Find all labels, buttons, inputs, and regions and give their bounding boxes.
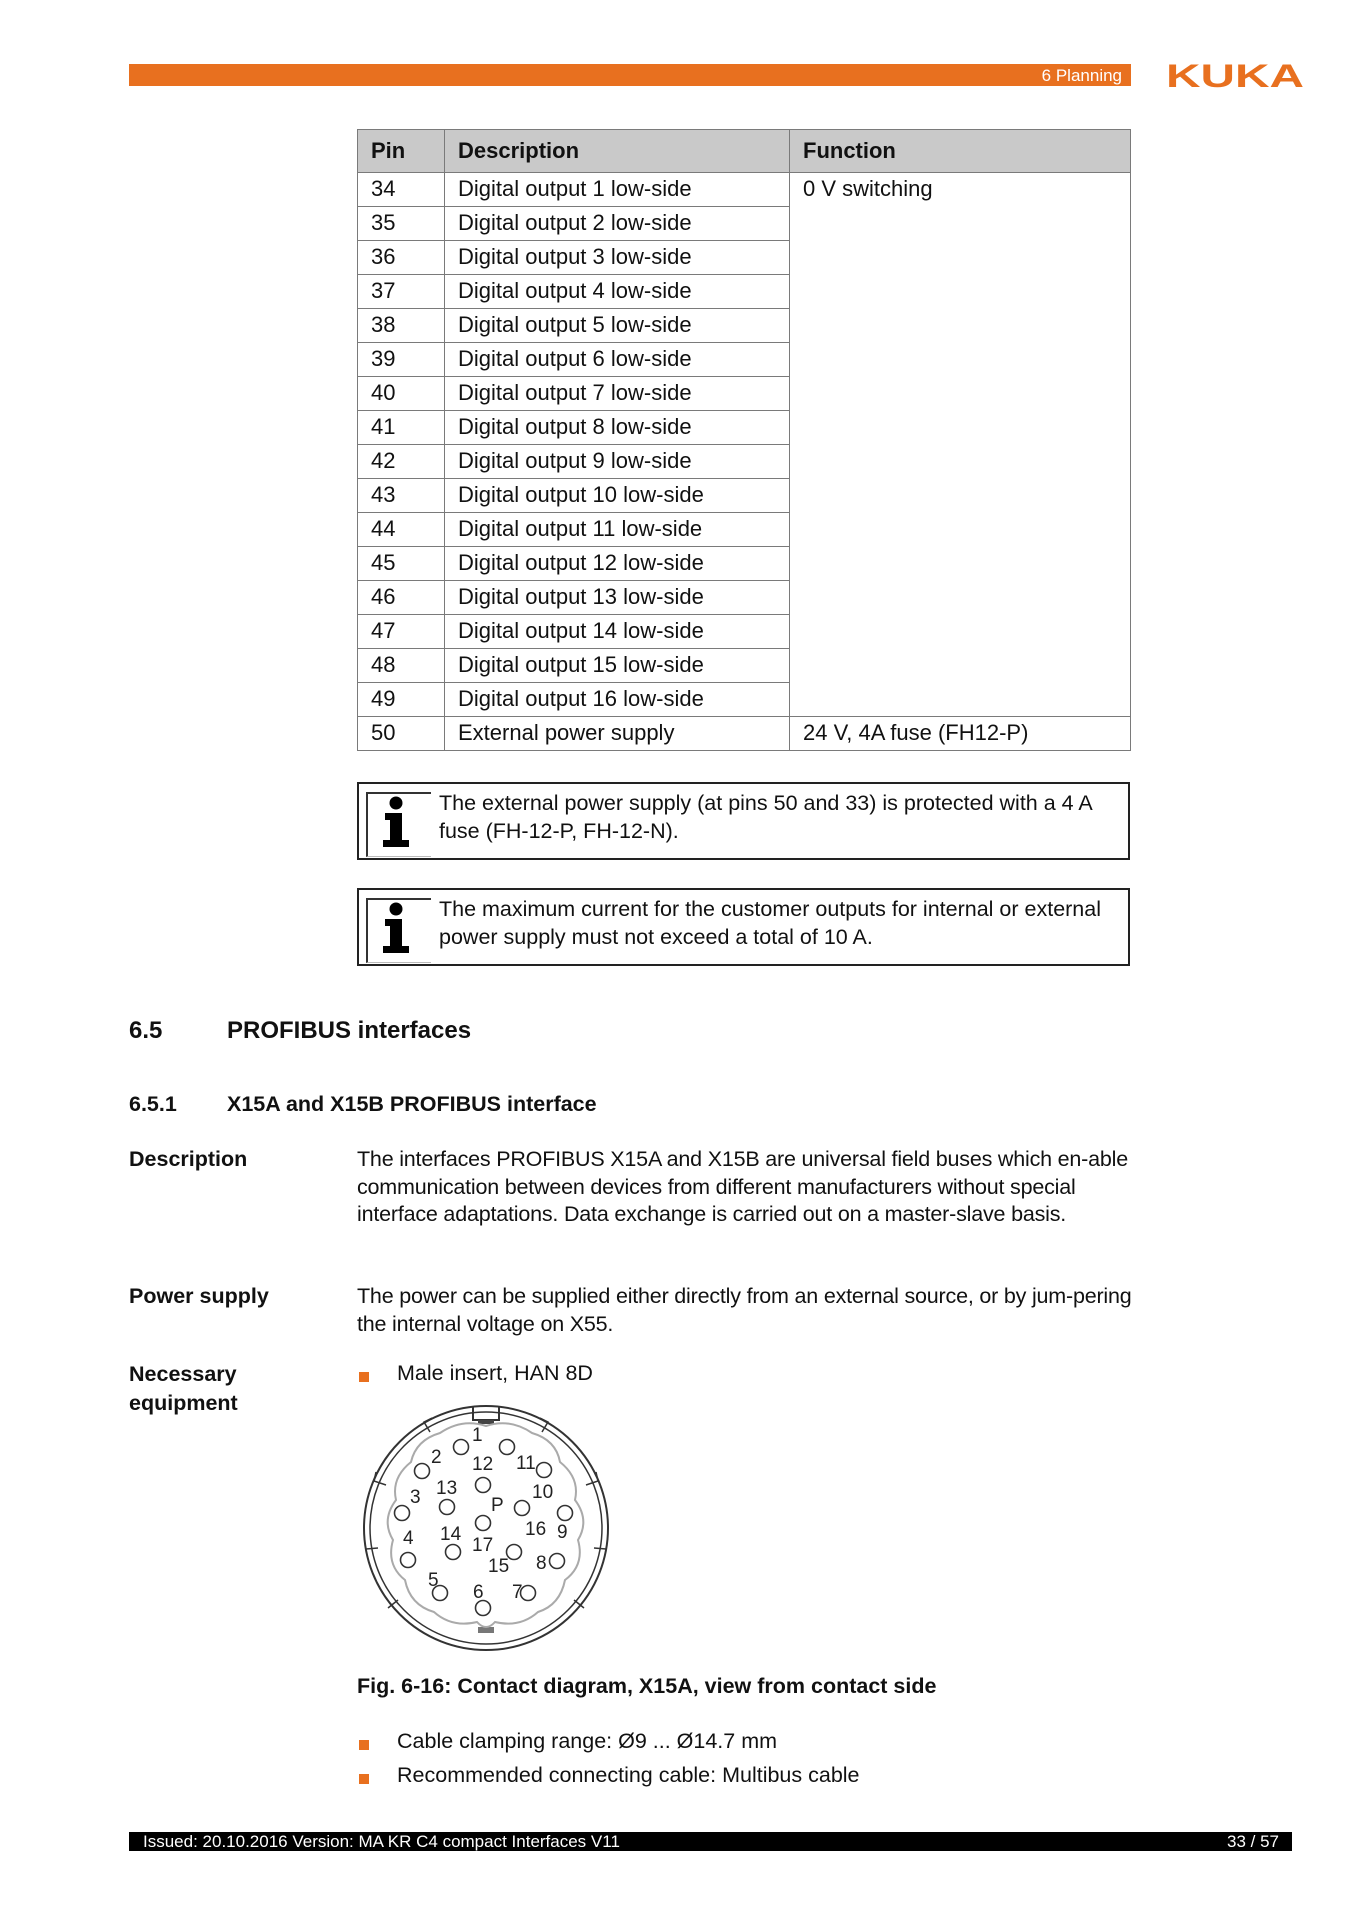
pin-label: 12 (472, 1454, 494, 1475)
pin-contact-7 (521, 1586, 536, 1601)
section-title: PROFIBUS interfaces (227, 1017, 472, 1044)
info-note-2 (357, 888, 1130, 966)
pin-contact-3 (395, 1506, 410, 1521)
description-cell: Digital output 8 low-side (445, 411, 790, 445)
pin-label: 4 (403, 1528, 414, 1549)
function-cell: 0 V switching (790, 173, 1131, 717)
contact-diagram (360, 1402, 612, 1654)
table-row (358, 717, 1131, 751)
table-row (358, 173, 1131, 207)
description-cell: Digital output 16 low-side (445, 683, 790, 717)
subsection-number: 6.5.1 (129, 1092, 177, 1116)
pin-cell: 45 (358, 547, 445, 581)
equipment-label-line1: Necessary (129, 1362, 237, 1386)
pin-table (357, 129, 1131, 751)
description-cell: Digital output 10 low-side (445, 479, 790, 513)
subsection-title: X15A and X15B PROFIBUS interface (227, 1092, 597, 1116)
pin-cell: 39 (358, 343, 445, 377)
pin-cell: 38 (358, 309, 445, 343)
description-cell: Digital output 4 low-side (445, 275, 790, 309)
description-cell: Digital output 13 low-side (445, 581, 790, 615)
description-cell: Digital output 6 low-side (445, 343, 790, 377)
footer-issued: Issued: 20.10.2016 Version: MA KR C4 compact Interfaces V11 (143, 1832, 620, 1851)
pin-label: 16 (525, 1519, 547, 1540)
pin-label: 10 (532, 1482, 554, 1503)
pin-cell: 34 (358, 173, 445, 207)
pin-label: P (491, 1495, 504, 1516)
pin-label: 2 (431, 1447, 442, 1468)
pin-label: 13 (436, 1478, 458, 1499)
description-cell: Digital output 9 low-side (445, 445, 790, 479)
cable-clamping-item: Cable clamping range: Ø9 ... Ø14.7 mm (397, 1729, 778, 1753)
pin-contact-11 (500, 1440, 515, 1455)
kuka-logo (1166, 60, 1306, 90)
footer-page-number: 33 / 57 (1227, 1832, 1279, 1851)
pin-contact-12 (476, 1478, 491, 1493)
description-cell: Digital output 1 low-side (445, 173, 790, 207)
description-cell: Digital output 15 low-side (445, 649, 790, 683)
pin-cell: 41 (358, 411, 445, 445)
pin-label: 5 (428, 1570, 439, 1591)
bullet-icon (359, 1740, 369, 1750)
chapter-label: 6 Planning (1041, 66, 1122, 85)
equipment-label-line2: equipment (129, 1391, 238, 1415)
pin-contact-P (515, 1501, 530, 1516)
pin-contact-1 (454, 1440, 469, 1455)
info-note-1 (357, 782, 1130, 860)
pin-cell: 35 (358, 207, 445, 241)
pin-cell: 49 (358, 683, 445, 717)
pin-contact-10 (537, 1463, 552, 1478)
logo-text: KUKA (1166, 60, 1304, 90)
pin-cell: 36 (358, 241, 445, 275)
pin-label: 14 (440, 1524, 462, 1545)
description-cell: Digital output 5 low-side (445, 309, 790, 343)
connector-outer-ring (364, 1406, 608, 1650)
bullet-icon (359, 1774, 369, 1784)
pin-contact-2 (415, 1464, 430, 1479)
header-pin: Pin (358, 130, 445, 173)
description-label: Description (129, 1147, 248, 1171)
pin-label: 17 (472, 1535, 494, 1556)
pin-label: 9 (557, 1522, 568, 1543)
pin-label: 11 (516, 1453, 536, 1474)
connector-key-bar (478, 1420, 494, 1424)
description-cell: Digital output 2 low-side (445, 207, 790, 241)
pin-label: 1 (472, 1425, 483, 1446)
power-supply-text: The power can be supplied either directly from an external source, or by jum-pering the internal voltage on X55. (357, 1284, 1132, 1336)
equipment-label (129, 1360, 238, 1418)
table-header-row (358, 130, 1131, 173)
pin-contact-8 (550, 1554, 565, 1569)
pin-label: 8 (536, 1553, 547, 1574)
pin-cell: 43 (358, 479, 445, 513)
pin-cell: 48 (358, 649, 445, 683)
pin-label: 6 (473, 1582, 484, 1603)
recommended-cable-item: Recommended connecting cable: Multibus cable (397, 1763, 860, 1787)
description-cell: Digital output 7 low-side (445, 377, 790, 411)
description-cell: Digital output 11 low-side (445, 513, 790, 547)
header-function: Function (790, 130, 1131, 173)
pin-cell: 50 (358, 717, 445, 751)
info-icon (379, 902, 413, 954)
pin-cell: 42 (358, 445, 445, 479)
description-text: The interfaces PROFIBUS X15A and X15B are universal field buses which en-able communication between devices from different manufacturers without special interface adaptations. Data exchange is carried out on a master-slave basis. (357, 1147, 1128, 1226)
pin-contact-9 (558, 1506, 573, 1521)
power-supply-label: Power supply (129, 1284, 269, 1308)
info-icon (379, 796, 413, 848)
header-description: Description (445, 130, 790, 173)
description-cell: Digital output 14 low-side (445, 615, 790, 649)
description-cell: Digital output 12 low-side (445, 547, 790, 581)
pin-cell: 46 (358, 581, 445, 615)
equipment-item: Male insert, HAN 8D (397, 1361, 593, 1385)
pin-contact-17 (476, 1516, 491, 1531)
pin-contact-4 (401, 1553, 416, 1568)
description-cell: Digital output 3 low-side (445, 241, 790, 275)
figure-caption: Fig. 6-16: Contact diagram, X15A, view from contact side (357, 1674, 937, 1698)
pin-label: 7 (512, 1582, 523, 1603)
pin-cell: 40 (358, 377, 445, 411)
bullet-icon (359, 1372, 369, 1382)
pin-cell: 37 (358, 275, 445, 309)
pin-label: 3 (410, 1487, 421, 1508)
pin-cell: 47 (358, 615, 445, 649)
pin-contact-14 (446, 1545, 461, 1560)
pin-contact-13 (440, 1500, 455, 1515)
info-note-text: The external power supply (at pins 50 and 33) is protected with a 4 A fuse (FH-12-P, FH-12-N). (439, 791, 1092, 843)
description-cell: External power supply (445, 717, 790, 751)
section-number: 6.5 (129, 1017, 163, 1044)
pin-cell: 44 (358, 513, 445, 547)
pin-label: 15 (488, 1556, 510, 1577)
function-cell: 24 V, 4A fuse (FH12-P) (790, 717, 1131, 751)
info-note-text: The maximum current for the customer outputs for internal or external power supply must not exceed a total of 10 A. (439, 897, 1101, 949)
